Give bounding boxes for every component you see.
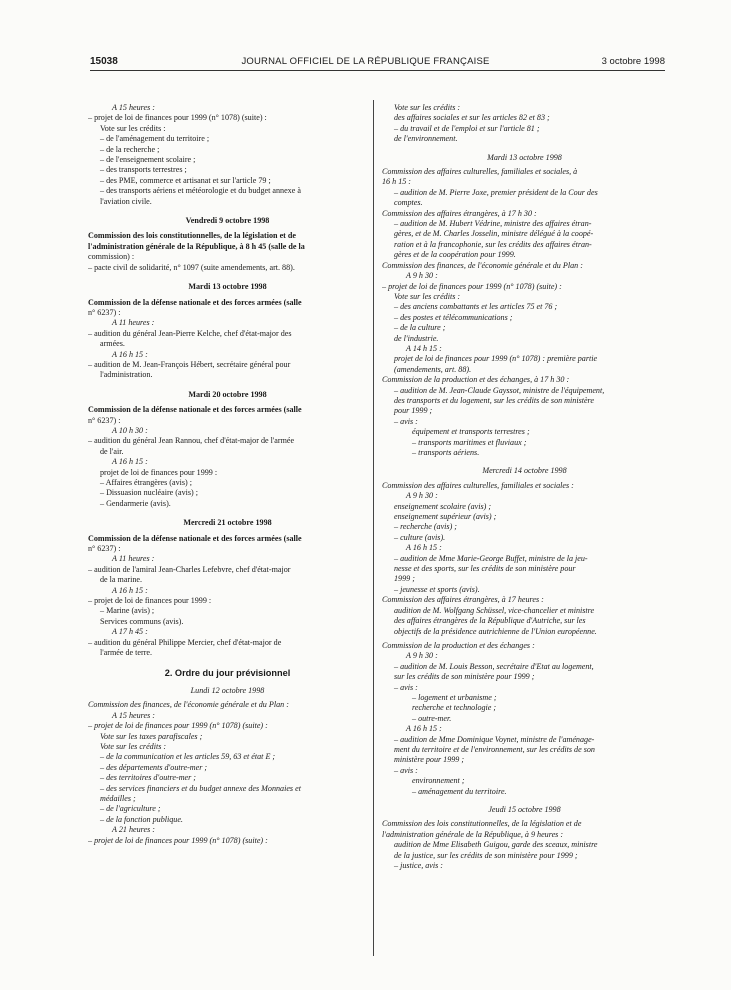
agenda-line: Services communs (avis). xyxy=(100,616,184,626)
agenda-line: projet de loi de finances pour 1999 (n° 1078) : première partie xyxy=(394,354,598,364)
right-column xyxy=(382,103,667,871)
agenda-line: – Dissuasion nucléaire (avis) ; xyxy=(100,488,198,498)
agenda-line: – des postes et télécommunications ; xyxy=(394,312,513,322)
agenda-line: – des anciens combattants et les articles 75 et 76 ; xyxy=(394,302,558,312)
agenda-line: de la marine. xyxy=(100,575,143,585)
agenda-line: – projet de loi de finances pour 1999 : xyxy=(88,596,212,606)
committee-line: 16 h 15 : xyxy=(382,177,411,187)
day-heading: Mardi 20 octobre 1998 xyxy=(188,389,267,399)
committee-line: Commission des affaires étrangères, à 17 h 30 : xyxy=(382,208,537,218)
agenda-line: – de la fonction publique. xyxy=(100,814,183,824)
agenda-line: audition de Mme Elisabeth Guigou, garde des sceaux, ministre xyxy=(394,840,598,850)
day-heading: Mercredi 21 octobre 1998 xyxy=(183,518,272,528)
agenda-line: – Marine (avis) ; xyxy=(100,606,155,616)
agenda-line: – audition de l'amiral Jean-Charles Lefebvre, chef d'état-major xyxy=(88,564,291,574)
agenda-line: – des départements d'outre-mer ; xyxy=(100,762,208,772)
agenda-line: Vote sur les crédits : xyxy=(394,291,461,301)
header-rule xyxy=(90,70,665,71)
agenda-line: environnement ; xyxy=(412,776,465,786)
day-heading: Mercredi 14 octobre 1998 xyxy=(482,466,567,476)
committee-line: Commission de la production et des échanges : xyxy=(382,640,535,650)
agenda-line: – audition du général Jean-Pierre Kelche, chef d'état-major des xyxy=(88,328,292,338)
committee-line: Commission des finances, de l'économie générale et du Plan : xyxy=(382,260,583,270)
committee-line: Commission de la défense nationale et des forces armées (salle xyxy=(88,297,302,307)
agenda-line: – outre-mer. xyxy=(412,713,452,723)
committee-line: Commission de la défense nationale et des forces armées (salle xyxy=(88,533,302,543)
agenda-line: (amendements, art. 88). xyxy=(394,364,472,374)
left-column xyxy=(88,103,367,846)
agenda-line: – jeunesse et sports (avis). xyxy=(394,584,480,594)
agenda-line: Vote sur les crédits : xyxy=(100,741,167,751)
agenda-line: – culture (avis). xyxy=(394,532,446,542)
agenda-line: des transports et du logement, sur les crédits de son ministère xyxy=(394,395,595,405)
time-label: A 14 h 15 : xyxy=(406,343,442,353)
issue-date: 3 octobre 1998 xyxy=(601,56,665,67)
agenda-line: – de la recherche ; xyxy=(100,144,160,154)
time-label: A 11 heures : xyxy=(112,554,155,564)
agenda-line: – de l'enseignement scolaire ; xyxy=(100,155,196,165)
committee-line: l'administration générale de la République, à 8 h 45 (salle de la xyxy=(88,241,305,251)
agenda-line: – transports maritimes et fluviaux ; xyxy=(412,437,527,447)
agenda-line: – audition de M. Louis Besson, secrétaire d'Etat au logement, xyxy=(394,661,594,671)
agenda-line: – des transports terrestres ; xyxy=(100,165,187,175)
agenda-line: – des transports aériens et météorologie et du budget annexe à xyxy=(100,186,301,196)
agenda-line: – audition de M. Jean-François Hébert, secrétaire général pour xyxy=(88,359,291,369)
agenda-line: de l'environnement. xyxy=(394,134,458,144)
agenda-line: l'armée de terre. xyxy=(100,648,153,658)
agenda-line: enseignement scolaire (avis) ; xyxy=(394,501,492,511)
agenda-line: – projet de loi de finances pour 1999 (n° 1078) (suite) : xyxy=(88,721,268,731)
time-label: A 16 h 15 : xyxy=(112,457,148,467)
agenda-line: – aménagement du territoire. xyxy=(412,786,507,796)
agenda-line: médailles ; xyxy=(100,793,136,803)
agenda-line: des affaires sociales et sur les articles 82 et 83 ; xyxy=(394,113,550,123)
agenda-line: l'aviation civile. xyxy=(100,196,152,206)
agenda-line: – projet de loi de finances pour 1999 (n° 1078) (suite) : xyxy=(88,835,268,845)
time-label: A 9 h 30 : xyxy=(406,651,438,661)
time-label: A 9 h 30 : xyxy=(406,271,438,281)
agenda-line: objectifs de la présidence autrichienne de l'Union européenne. xyxy=(394,626,597,636)
committee-line: n° 6237) : xyxy=(88,307,121,317)
agenda-line: comptes. xyxy=(394,198,423,208)
agenda-line: pour 1999 ; xyxy=(394,406,433,416)
agenda-line: de l'air. xyxy=(100,446,124,456)
column-divider xyxy=(373,100,374,956)
committee-line: Commission de la production et des échanges, à 17 h 30 : xyxy=(382,375,570,385)
agenda-line: – audition de Mme Marie-George Buffet, ministre de la jeu- xyxy=(394,553,588,563)
agenda-line: des affaires étrangères de la République d'Autriche, sur les xyxy=(394,616,586,626)
agenda-line: – de la communication et les articles 59, 63 et état E ; xyxy=(100,752,276,762)
committee-line: Commission des affaires culturelles, familiales et sociales : xyxy=(382,480,574,490)
agenda-line: – de l'aménagement du territoire ; xyxy=(100,134,210,144)
page-header xyxy=(0,52,731,68)
agenda-line: ministère pour 1999 ; xyxy=(394,755,465,765)
agenda-line: – audition de Mme Dominique Voynet, ministre de l'aménage- xyxy=(394,734,595,744)
agenda-line: – audition de M. Hubert Védrine, ministre des affaires étran- xyxy=(394,219,592,229)
agenda-line: – Gendarmerie (avis). xyxy=(100,498,171,508)
time-label: A 21 heures : xyxy=(112,825,155,835)
agenda-line: – transports aériens. xyxy=(412,448,480,457)
time-label: A 16 h 15 : xyxy=(112,585,148,595)
agenda-line: projet de loi de finances pour 1999 : xyxy=(100,467,218,477)
agenda-line: sur les crédits de son ministère pour 1999 ; xyxy=(394,672,535,682)
agenda-line: – justice, avis : xyxy=(394,861,444,871)
agenda-line: armées. xyxy=(100,339,125,349)
agenda-line: Vote sur les taxes parafiscales ; xyxy=(100,731,203,741)
agenda-line: équipement et transports terrestres ; xyxy=(412,427,530,437)
committee-line: commission) : xyxy=(88,252,135,262)
committee-line: Commission des lois constitutionnelles, de la législation et de xyxy=(382,819,582,829)
agenda-line: – avis : xyxy=(394,416,418,426)
agenda-line: – projet de loi de finances pour 1999 (n° 1078) (suite) : xyxy=(88,113,267,123)
agenda-line: – avis : xyxy=(394,765,418,775)
agenda-line: nesse et des sports, sur les crédits de son ministère pour xyxy=(394,564,576,574)
agenda-line: audition de M. Wolfgang Schüssel, vice-chancelier et ministre xyxy=(394,605,595,615)
time-label: A 17 h 45 : xyxy=(112,627,148,637)
committee-line: n° 6237) : xyxy=(88,415,121,425)
agenda-line: – audition de M. Pierre Joxe, premier président de la Cour des xyxy=(394,187,598,197)
agenda-line: de la justice, sur les crédits de son ministère pour 1999 ; xyxy=(394,850,578,860)
agenda-line: Vote sur les crédits : xyxy=(100,123,166,133)
agenda-line: Vote sur les crédits : xyxy=(394,103,461,112)
committee-line: Commission des affaires étrangères, à 17 heures : xyxy=(382,595,544,605)
agenda-line: – des services financiers et du budget annexe des Monnaies et xyxy=(100,783,301,793)
journal-title: JOURNAL OFFICIEL DE LA RÉPUBLIQUE FRANÇAISE xyxy=(241,56,490,67)
section-heading: 2. Ordre du jour prévisionnel xyxy=(164,667,291,678)
agenda-line: de l'industrie. xyxy=(394,333,439,343)
time-label: A 10 h 30 : xyxy=(112,425,148,435)
day-heading: Lundi 12 octobre 1998 xyxy=(190,685,265,695)
agenda-line: – audition du général Jean Rannou, chef d'état-major de l'armée xyxy=(88,436,295,446)
agenda-line: – des territoires d'outre-mer ; xyxy=(100,773,196,783)
committee-line: Commission de la défense nationale et des forces armées (salle xyxy=(88,405,302,415)
time-label: A 16 h 15 : xyxy=(112,349,148,359)
time-label: A 15 heures : xyxy=(112,103,155,112)
agenda-line: 1999 ; xyxy=(394,574,415,584)
agenda-line: recherche et technologie ; xyxy=(412,703,497,713)
agenda-line: – pacte civil de solidarité, n° 1097 (suite amendements, art. 88). xyxy=(88,262,295,272)
committee-line: n° 6237) : xyxy=(88,544,121,554)
agenda-line: – audition du général Philippe Mercier, chef d'état-major de xyxy=(88,637,282,647)
agenda-line: – de l'agriculture ; xyxy=(100,804,161,814)
time-label: A 16 h 15 : xyxy=(406,724,442,734)
agenda-line: – audition de M. Jean-Claude Gayssot, ministre de l'équipement, xyxy=(394,385,605,395)
agenda-line: enseignement supérieur (avis) ; xyxy=(394,512,497,522)
committee-line: Commission des lois constitutionnelles, de la législation et de xyxy=(88,231,296,241)
day-heading: Mardi 13 octobre 1998 xyxy=(487,152,562,162)
day-heading: Mardi 13 octobre 1998 xyxy=(188,282,267,292)
committee-line: Commission des finances, de l'économie générale et du Plan : xyxy=(88,700,289,710)
agenda-line: gères et de la coopération pour 1999. xyxy=(394,250,516,260)
agenda-line: ment du territoire et de l'environnement, sur les crédits de son xyxy=(394,744,595,754)
page-number: 15038 xyxy=(90,56,118,67)
agenda-line: l'administration. xyxy=(100,370,153,380)
day-heading: Jeudi 15 octobre 1998 xyxy=(488,805,561,814)
agenda-line: – Affaires étrangères (avis) ; xyxy=(100,478,192,487)
agenda-line: gères, et de M. Charles Josselin, ministre délégué à la coopé- xyxy=(394,229,594,239)
agenda-line: ration et à la francophonie, sur les crédits des affaires étran- xyxy=(394,239,592,249)
agenda-line: – de la culture ; xyxy=(394,323,446,333)
time-label: A 11 heures : xyxy=(112,318,155,328)
day-heading: Vendredi 9 octobre 1998 xyxy=(185,216,270,226)
committee-line: Commission des affaires culturelles, familiales et sociales, à xyxy=(382,167,578,177)
agenda-line: – projet de loi de finances pour 1999 (n° 1078) (suite) : xyxy=(382,281,562,291)
agenda-line: – du travail et de l'emploi et sur l'article 81 ; xyxy=(394,123,540,133)
agenda-line: – avis : xyxy=(394,682,418,692)
time-label: A 9 h 30 : xyxy=(406,491,438,501)
committee-line: l'administration générale de la République, à 9 heures : xyxy=(382,829,564,839)
agenda-line: – logement et urbanisme ; xyxy=(412,692,497,702)
time-label: A 16 h 15 : xyxy=(406,543,442,553)
agenda-line: – recherche (avis) ; xyxy=(394,522,457,532)
agenda-line: – des PME, commerce et artisanat et sur l'article 79 ; xyxy=(100,175,271,185)
time-label: A 15 heures : xyxy=(112,710,155,720)
